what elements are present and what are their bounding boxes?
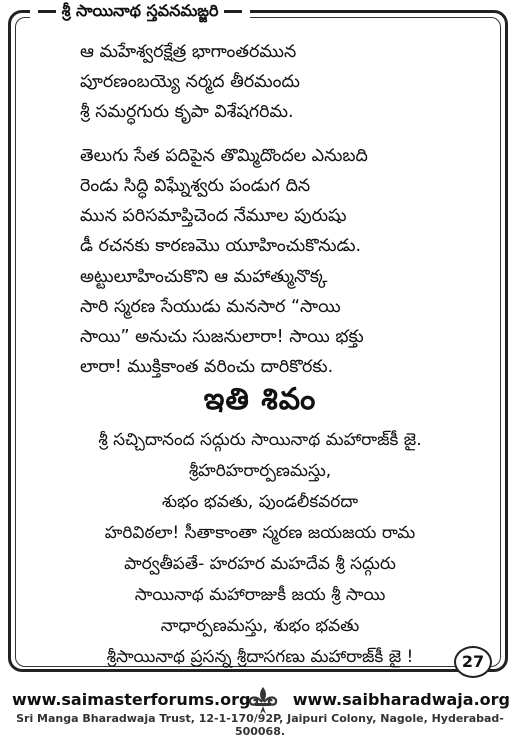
closing-line: శ్రీ సచ్చిదానంద సద్గురు సాయినాథ మహారాజ్‌కీ జై. [98,430,422,450]
stanza-line: అట్టులూహించుకొని ఆ మహాత్మునొక్క [80,267,328,287]
closing-line: హరివిఠలా! సీతాకాంతా స్మరణ జయజయ రామ [104,523,416,543]
stanza-line: మున పరిసమాప్తిచెంద నేమూల పురుషు [80,206,347,226]
stanza-3 [80,262,500,382]
stanza-2 [80,141,500,261]
page-header [30,1,250,24]
header-title: శ్రీ సాయినాథ స్తవనమఙ్జరి [61,1,219,20]
stanza-line: రెండు సిద్ధి విఘ్నేశ్వరు పండుగ దిన [80,176,311,196]
stanza-line: డీ రచనకు కారణమొ యూహించుకొనుడు. [80,236,362,256]
closing-line: నాధార్పణమస్తు, శుభం భవతు [160,616,360,636]
closing-line: సాయినాథ మహారాజుకీ జయ శ్రీ సాయి [134,585,386,605]
stanza-line: పూరణంబయ్యె నర్మద తీరమందు [80,72,300,92]
header-dash-right [224,10,242,13]
footer-link-left[interactable]: www.saimasterforums.org [12,690,251,709]
closing-line: పార్వతీపతే- హరహర మహదేవ శ్రీ సద్గురు [124,554,396,574]
stanza-line: ఆ మహేశ్వరక్షేత్ర భాగాంతరమున [80,42,297,62]
stanza-line: సాయి” అనుచు సుజనులారా! సాయి భక్తు [80,327,364,347]
closing-line: శ్రీహరిహరార్పణమస్తు, [188,461,332,481]
closing-line: శుభం భవతు, పుండలీకవరదా [161,492,359,512]
page-number: 27 [454,646,492,678]
closing-block [20,425,500,673]
footer-address: Sri Manga Bharadwaja Trust, 12-1-170/92P, Jaipuri Colony, Nagole, Hyderabad-500068. [16,712,504,738]
stanza-line: సారి స్మరణ సేయుడు మనసార “సాయి [80,297,341,317]
footer-link-right[interactable]: www.saibharadwaja.org [292,690,510,709]
iti-shivam-heading: ఇతి శివం [203,382,317,417]
header-dash-left [38,10,56,13]
stanza-1 [80,37,500,127]
stanza-line: లారా! ముక్తికాంత వరించు దారికొరకు. [80,357,334,377]
closing-line: శ్రీసాయినాథ ప్రసన్న శ్రీదాసగణు మహారాజ్‌కీ జై ! [106,647,414,667]
stanza-line: తెలుగు సేత పదిపైన తొమ్మిదొందల ఎనుబది [80,146,368,166]
stanza-line: శ్రీ సమర్ధగురు కృపా విశేషగరిమ. [80,102,294,122]
